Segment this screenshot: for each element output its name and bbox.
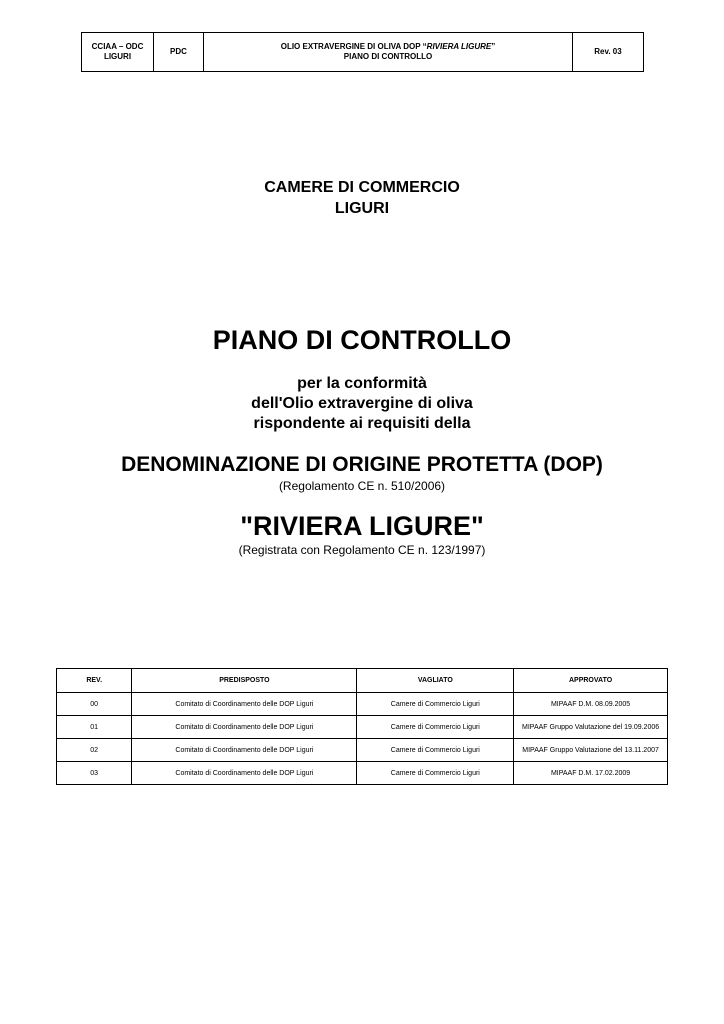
- table-row: [57, 716, 668, 739]
- cell-predisposto: Comitato di Coordinamento delle DOP Liguri: [132, 693, 357, 716]
- column-header-approvato: APPROVATO: [514, 669, 668, 693]
- regulation-note: (Regolamento CE n. 510/2006): [278, 479, 446, 493]
- cell-vagliato: Camere di Commercio Liguri: [357, 716, 514, 739]
- column-header-predisposto: PREDISPOSTO: [132, 669, 357, 693]
- header-title-italic: RIVIERA LIGURE: [426, 42, 492, 51]
- cell-rev: 02: [57, 739, 132, 762]
- cell-approvato: MIPAAF Gruppo Valutazione del 19.09.2006: [514, 716, 668, 739]
- cell-approvato: MIPAAF D.M. 17.02.2009: [514, 762, 668, 785]
- document-subtitle: [0, 374, 724, 434]
- product-name: "RIVIERA LIGURE": [240, 511, 484, 541]
- column-header-vagliato: VAGLIATO: [357, 669, 514, 693]
- cell-predisposto: Comitato di Coordinamento delle DOP Liguri: [132, 716, 357, 739]
- header-title-line1: [281, 42, 496, 52]
- table-header-row: [57, 669, 668, 693]
- header-title-line2: PIANO DI CONTROLLO: [343, 52, 433, 61]
- registration-note: (Registrata con Regolamento CE n. 123/1997): [238, 543, 486, 557]
- header-org-line2: LIGURI: [103, 52, 132, 61]
- cell-rev: 00: [57, 693, 132, 716]
- header-revision: [573, 33, 643, 71]
- cell-rev: 03: [57, 762, 132, 785]
- header-revision-text: Rev. 03: [594, 47, 622, 56]
- cell-predisposto: Comitato di Coordinamento delle DOP Liguri: [132, 739, 357, 762]
- cell-approvato: MIPAAF D.M. 08.09.2005: [514, 693, 668, 716]
- cell-approvato: MIPAAF Gruppo Valutazione del 13.11.2007: [514, 739, 668, 762]
- cell-vagliato: Camere di Commercio Liguri: [357, 762, 514, 785]
- table-row: [57, 762, 668, 785]
- header-title: [204, 33, 573, 71]
- table-row: [57, 739, 668, 762]
- chambers-heading: [0, 177, 724, 219]
- subtitle-line1: per la conformità: [297, 375, 427, 392]
- document-title: PIANO DI CONTROLLO: [212, 325, 512, 355]
- designation-heading: DENOMINAZIONE DI ORIGINE PROTETTA (DOP): [121, 453, 603, 476]
- chambers-line1: CAMERE DI COMMERCIO: [264, 179, 460, 196]
- header-org-line1: CCIAA – ODC: [91, 42, 144, 51]
- header-code: [154, 33, 204, 71]
- cell-rev: 01: [57, 716, 132, 739]
- header-organization: [82, 33, 154, 71]
- column-header-rev: REV.: [57, 669, 132, 693]
- subtitle-line2: dell'Olio extravergine di oliva: [251, 395, 473, 412]
- cell-vagliato: Camere di Commercio Liguri: [357, 739, 514, 762]
- page-header: [81, 32, 644, 72]
- header-title-prefix: OLIO EXTRAVERGINE DI OLIVA DOP “: [280, 42, 427, 51]
- cell-predisposto: Comitato di Coordinamento delle DOP Liguri: [132, 762, 357, 785]
- cell-vagliato: Camere di Commercio Liguri: [357, 693, 514, 716]
- header-title-suffix: ”: [491, 42, 496, 51]
- header-code-text: PDC: [170, 47, 187, 56]
- table-row: [57, 693, 668, 716]
- chambers-line2: LIGURI: [334, 200, 390, 217]
- revisions-table: [56, 668, 668, 785]
- subtitle-line3: rispondente ai requisiti della: [253, 415, 471, 432]
